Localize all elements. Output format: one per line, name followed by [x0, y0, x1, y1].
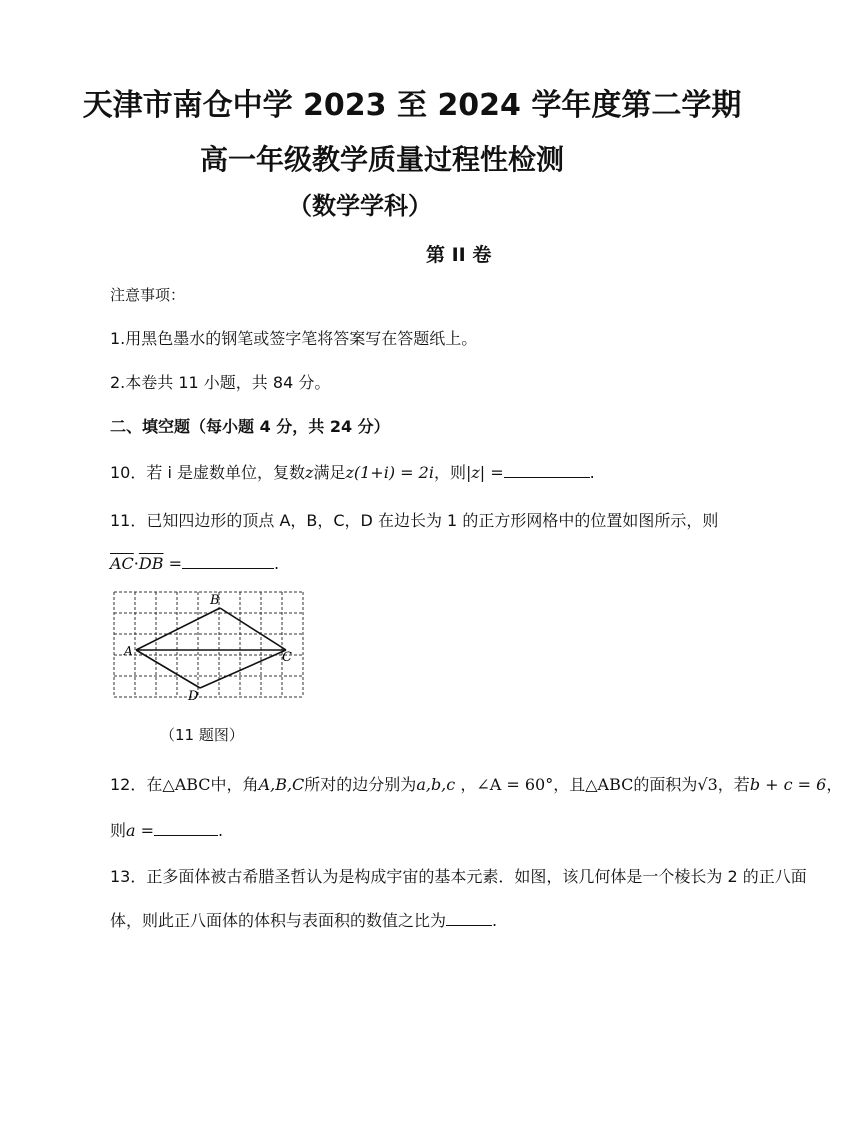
exam-subtitle: 高一年级教学质量过程性检测	[200, 143, 565, 176]
answer-blank[interactable]	[446, 911, 492, 926]
vertex-label-c: C	[282, 650, 292, 665]
answer-blank[interactable]	[154, 821, 218, 836]
question-10: 10．若 i 是虚数单位，复数z满足z(1+i) = 2i，则|z| = .	[110, 463, 595, 482]
figure-caption: （11 题图）	[160, 726, 244, 744]
question-13: 13．正多面体被古希腊圣哲认为是构成宇宙的基本元素．如图，该几何体是一个棱长为 2 的正八面	[110, 867, 807, 886]
notes-item-2: 2.本卷共 11 小题，共 84 分。	[110, 373, 331, 392]
edge-cd	[200, 650, 286, 688]
question-number: 10．	[110, 463, 147, 482]
question-number: 11．	[110, 511, 147, 530]
edge-da	[136, 650, 200, 688]
vertex-label-a: A	[124, 644, 133, 658]
vector-db: $\overline{DB}$	[138, 554, 164, 573]
edge-bc	[220, 608, 286, 650]
question-12: 12．在△ABC中，角A,B,C所对的边分别为a,b,c ，∠A = 60°，且△ABC的面积为√3，若b + c = 6，	[110, 775, 842, 794]
notes-heading: 注意事项：	[110, 286, 186, 304]
answer-blank[interactable]	[504, 463, 590, 478]
vertex-label-b: B	[210, 593, 220, 608]
grid-figure	[112, 588, 308, 710]
vector-ac: $\overline{AC}$	[110, 554, 134, 573]
volume-label: 第 II 卷	[426, 244, 492, 266]
question-13-line2: 体，则此正八面体的体积与表面积的数值之比为 .	[110, 911, 498, 930]
question-number: 13．	[110, 867, 147, 886]
question-12-line2: 则a = .	[110, 821, 224, 840]
section-heading: 二、填空题（每小题 4 分，共 24 分）	[110, 417, 390, 436]
exam-subject: （数学学科）	[288, 192, 432, 220]
answer-blank[interactable]	[182, 554, 274, 569]
question-11-line2: $\overline{AC}\cdot\overline{DB}$ = .	[110, 554, 280, 573]
square-grid	[114, 592, 303, 697]
exam-title: 天津市南仓中学 2023 至 2024 学年度第二学期	[82, 88, 742, 123]
notes-item-1: 1.用黑色墨水的钢笔或签字笔将答案写在答题纸上。	[110, 329, 478, 348]
equation: z(1+i) = 2i	[345, 463, 434, 482]
question-11: 11．已知四边形的顶点 A，B，C，D 在边长为 1 的正方形网格中的位置如图所示，则	[110, 511, 719, 530]
edge-ab	[136, 608, 220, 650]
question-number: 12．	[110, 775, 147, 794]
vertex-label-d: D	[188, 689, 199, 704]
